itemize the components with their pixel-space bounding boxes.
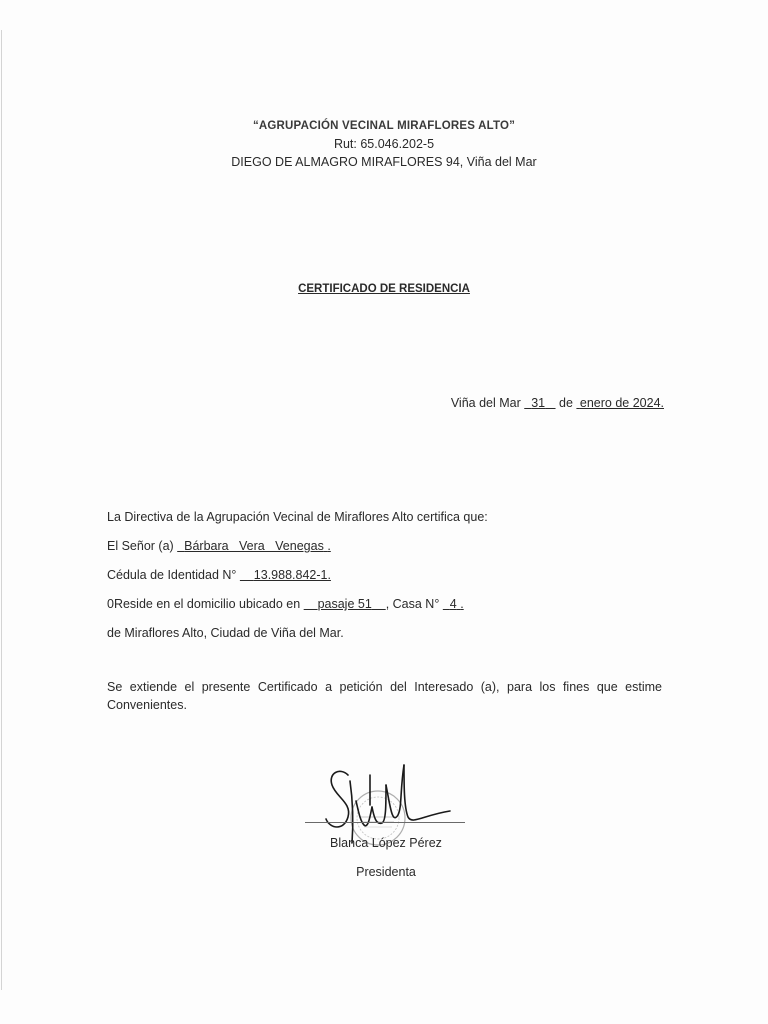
city-line: de Miraflores Alto, Ciudad de Viña del Mar. (107, 626, 344, 640)
document-header (0, 117, 768, 171)
street-name: pasaje 51 (317, 597, 372, 611)
house-label: , Casa N° (385, 597, 440, 611)
closing-paragraph: Se extiende el presente Certificado a petición del Interesado (a), para los fines que estime Convenientes. (107, 680, 662, 712)
address-line (107, 595, 662, 624)
date-day: 31 (531, 396, 546, 410)
person-name: Bárbara Vera Venegas . (184, 539, 331, 553)
person-label: El Señor (a) (107, 539, 174, 553)
date-city: Viña del Mar (450, 396, 521, 410)
date-line (451, 396, 664, 410)
handwritten-signature-icon (326, 765, 450, 843)
person-line (107, 537, 662, 566)
signature-area (300, 745, 480, 885)
organization-address: DIEGO DE ALMAGRO MIRAFLORES 94, Viña del Mar (231, 155, 537, 169)
organization-name: “AGRUPACIÓN VECINAL MIRAFLORES ALTO” (252, 120, 516, 132)
signer-role: Presidenta (356, 865, 416, 879)
signer-name: Blanca López Pérez (330, 836, 442, 850)
id-label: Cédula de Identidad N° (107, 568, 237, 582)
certificate-body (107, 508, 662, 653)
organization-rut: Rut: 65.046.202-5 (333, 137, 435, 151)
id-line (107, 566, 662, 595)
date-month-year: enero de 2024. (579, 396, 664, 410)
signature-graphic (300, 745, 480, 885)
document-title: CERTIFICADO DE RESIDENCIA (298, 283, 470, 295)
id-number: 13.988.842-1. (253, 568, 331, 582)
house-number: 4 . (449, 597, 464, 611)
address-label: 0Reside en el domicilio ubicado en (107, 597, 301, 611)
signature-line (305, 822, 465, 823)
date-connector: de (559, 396, 573, 410)
intro-line: La Directiva de la Agrupación Vecinal de Miraflores Alto certifica que: (107, 510, 488, 524)
